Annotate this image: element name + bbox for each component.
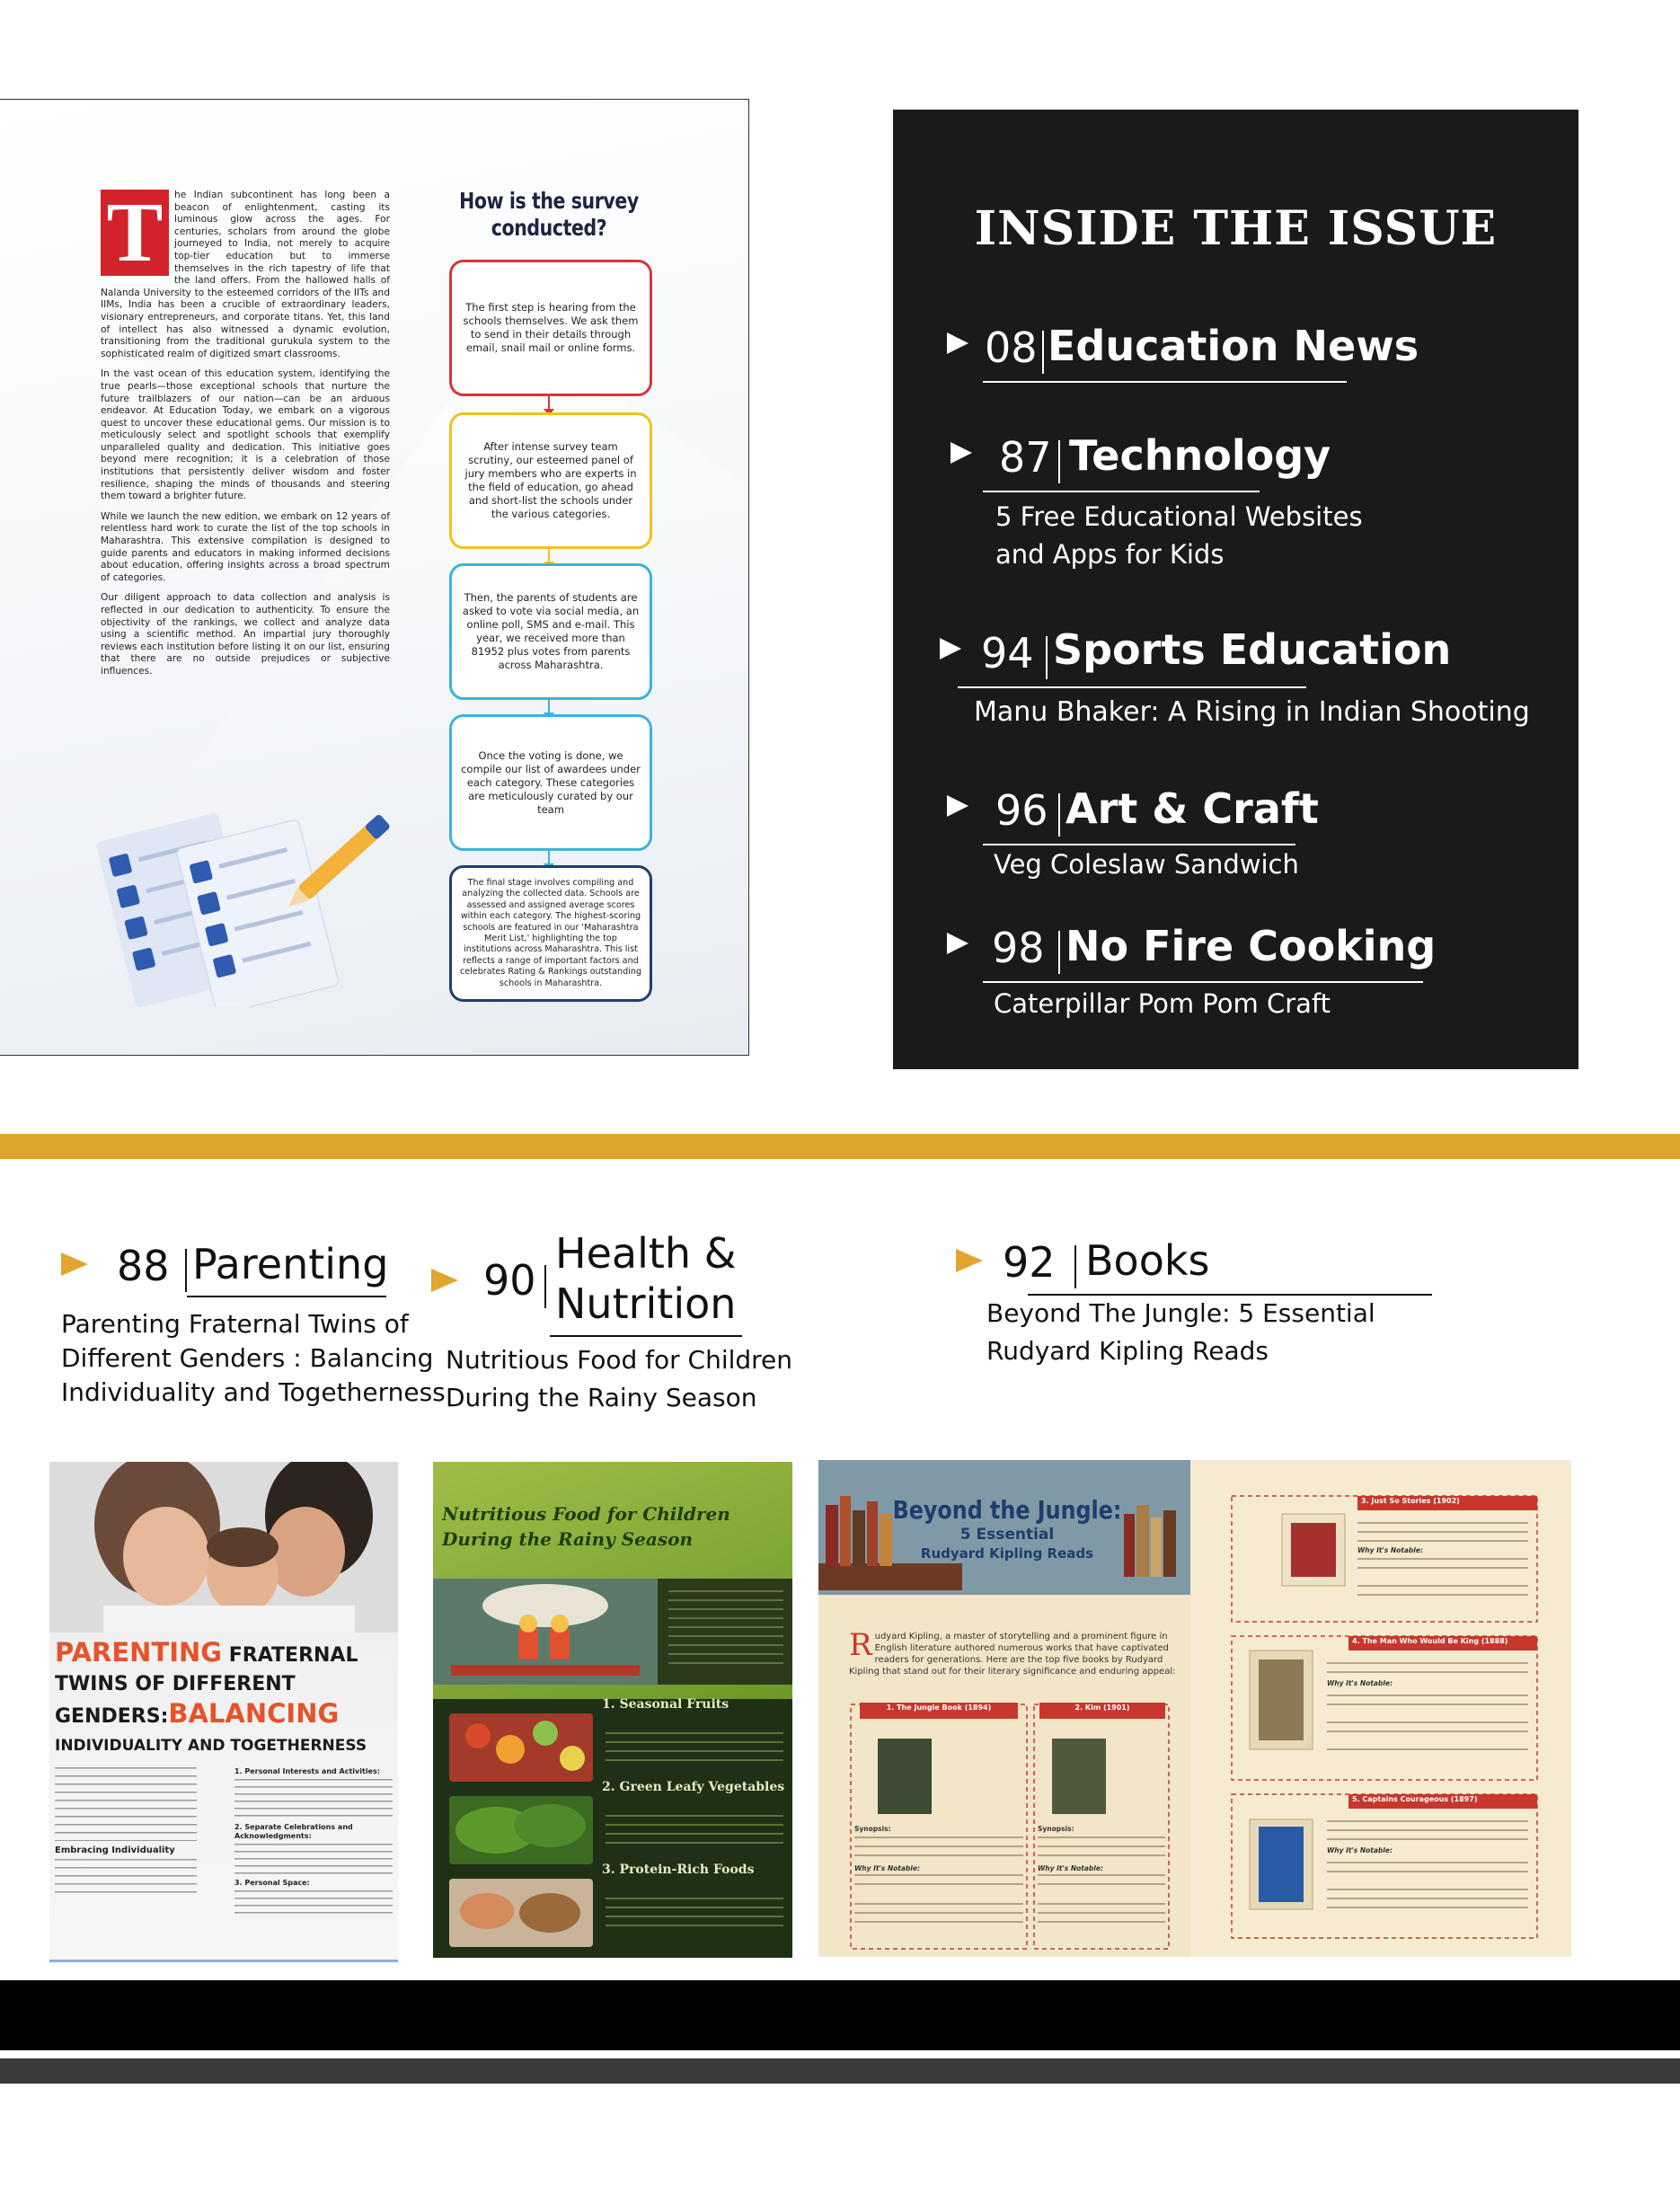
title-part: TWINS OF DIFFERENT	[55, 1673, 296, 1695]
divider	[1058, 440, 1060, 483]
underline	[983, 981, 1423, 983]
book-label-2: 2. Kim (1901)	[1074, 1704, 1130, 1712]
subheading: 3. Personal Space:	[234, 1879, 310, 1887]
play-arrow-icon	[947, 795, 968, 817]
divider	[1046, 636, 1048, 679]
footer-black-bar	[0, 1980, 1680, 2050]
drop-cap: R	[849, 1627, 872, 1663]
underline	[187, 1296, 386, 1297]
notable-label: Why It's Notable:	[1327, 1679, 1393, 1687]
divider	[544, 1265, 546, 1308]
section-title: Education News	[1048, 322, 1419, 370]
parenting-article-thumbnail[interactable]	[49, 1462, 398, 1962]
underline	[550, 1335, 742, 1337]
divider	[185, 1249, 187, 1292]
drop-cap: T	[101, 190, 169, 276]
family-photo	[49, 1462, 398, 1633]
title-line: Beyond the Jungle:	[892, 1495, 1122, 1525]
synopsis-label: Synopsis:	[1038, 1825, 1074, 1833]
play-arrow-icon	[951, 442, 972, 464]
health-thumb-layout	[433, 1579, 792, 1958]
article-subtitle: Nutritious Food for Children	[446, 1345, 793, 1375]
footer-grey-bar	[0, 2058, 1680, 2084]
subheading: 1. Personal Interests and Activities:	[234, 1767, 380, 1775]
section-title-line-1: Health &	[555, 1229, 737, 1278]
section-title: No Fire Cooking	[1065, 922, 1437, 970]
underline	[958, 686, 1306, 688]
title-part: GENDERS:	[55, 1705, 169, 1728]
play-arrow-icon	[947, 933, 968, 954]
title-line: 5 Essential	[959, 1526, 1055, 1544]
health-thumb-title: Nutritious Food for Children During the Rainy Season	[442, 1503, 730, 1550]
divider	[1074, 1245, 1076, 1288]
article-subtitle: Rudyard Kipling Reads	[986, 1336, 1269, 1366]
article-subtitle: Different Genders : Balancing	[61, 1343, 434, 1373]
survey-step-4	[449, 714, 652, 851]
paragraph-1: he Indian subcontinent has long been a beacon of enlightenment, casting its luminous glow across the ages. For centuries, scholars from around the globe journeyed to India, not merely to acquire top-tier education but to immerse themselves in the rich tapestry of life that the land offers. From the hallowed halls of Nalanda University to the esteemed corridors of the IITs and IIMs, India has been a crucible of extraordinary leaders, visionary entrepreneurs, and corporate titans. Yet, this land of intellect has also witnessed a dynamic evolution, transitioning from the traditional gurukula system to the sophisticated realm of digitized smart classrooms.	[101, 190, 390, 359]
survey-step-3-text: Then, the parents of students are asked to vote via social media, an online poll, SMS and e-mail. This year, we received more than 81952 plus votes from parents across Maharashtra.	[462, 591, 640, 671]
section-title: Technology	[1069, 431, 1331, 480]
contents-entry-books[interactable]	[956, 1238, 1459, 1382]
subheading: Embracing Individuality	[55, 1845, 175, 1855]
subheading: 2. Separate Celebrations and Acknowledgments:	[234, 1823, 353, 1840]
contents-entry-parenting[interactable]	[61, 1240, 446, 1420]
survey-step-1	[449, 260, 652, 396]
page-number: 92	[1003, 1238, 1056, 1287]
gold-divider-band	[0, 1134, 1680, 1159]
divider	[1058, 793, 1060, 836]
article-subtitle: Veg Coleslaw Sandwich	[994, 849, 1299, 880]
survey-step-2	[449, 412, 652, 549]
play-arrow-icon	[947, 332, 968, 354]
notable-label: Why It's Notable:	[1357, 1546, 1423, 1554]
page-number: 87	[999, 433, 1052, 482]
article-subtitle: and Apps for Kids	[995, 539, 1225, 570]
page-number: 94	[981, 629, 1034, 677]
article-intro	[101, 186, 390, 686]
page-number: 08	[985, 323, 1038, 372]
divider	[1058, 931, 1060, 974]
parenting-thumb-body-left	[55, 1767, 197, 1895]
title-part: PARENTING	[55, 1637, 223, 1668]
survey-step-5-text: The final stage involves compiling and analyzing the collected data. Schools are assessed and assigned average scores within each category. The highest-scoring schools are featured in our 'Maharashtra Merit List,' highlighting the top institutions across Maharashtra. This list reflects a range of important factors and celebrates Rating & Rankings outstanding schools in Maharashtra.	[459, 877, 642, 988]
section-title: Art & Craft	[1065, 784, 1319, 833]
health-heading-3: 3. Protein-Rich Foods	[602, 1863, 755, 1877]
text-lines	[234, 1779, 393, 1820]
play-arrow-icon	[61, 1252, 88, 1276]
article-subtitle: During the Rainy Season	[446, 1383, 757, 1412]
health-heading-2: 2. Green Leafy Vegetables	[602, 1780, 785, 1794]
page-number: 88	[117, 1242, 170, 1290]
text-lines	[55, 1767, 197, 1841]
page-number: 96	[995, 786, 1048, 835]
text-lines	[234, 1890, 393, 1917]
article-subtitle: Parenting Fraternal Twins of	[61, 1309, 409, 1339]
books-thumb-title	[872, 1496, 1142, 1562]
section-title-line-2: Nutrition	[555, 1279, 737, 1328]
books-intro-text: udyard Kipling, a master of storytelling and a prominent figure in English literature authored numerous works that have captivated readers for generations. Here are the top five books by Rudyard Kipling that stand out for their literary significance and enduring appeal:	[849, 1632, 1176, 1677]
survey-step-3	[449, 563, 652, 700]
notable-label: Why It's Notable:	[1327, 1846, 1393, 1854]
books-article-thumbnail[interactable]	[818, 1460, 1571, 1957]
article-subtitle: Beyond The Jungle: 5 Essential	[986, 1298, 1375, 1328]
survey-title	[453, 188, 646, 242]
play-arrow-icon	[956, 1249, 983, 1272]
section-title: Books	[1085, 1236, 1210, 1285]
play-arrow-icon	[940, 638, 961, 659]
section-title: Parenting	[192, 1240, 389, 1288]
page-number: 90	[483, 1256, 536, 1305]
survey-title-line-1: How is the survey	[459, 188, 639, 214]
play-arrow-icon	[431, 1269, 458, 1292]
synopsis-label: Synopsis:	[854, 1825, 891, 1833]
title-part: BALANCING	[168, 1698, 340, 1729]
paragraph-3: While we launch the new edition, we embark on 12 years of relentless hard work to curate the list of the top schools in Maharashtra. This extensive compilation is designed to guide parents and educators in making informed decisions about education, offering insights across a broad spectrum of categories.	[101, 510, 390, 583]
text-lines	[55, 1859, 197, 1895]
checklist-illustration	[94, 792, 391, 1007]
underline	[983, 381, 1347, 383]
survey-step-4-text: Once the voting is done, we compile our list of awardees under each category. These categories are meticulously curated by our team	[461, 748, 641, 816]
book-label-5: 5. Captains Courageous (1897)	[1352, 1795, 1478, 1803]
title-line: Rudyard Kipling Reads	[920, 1545, 1094, 1562]
paragraph-2: In the vast ocean of this education system, identifying the true pearls—those exceptional schools that nurture the future trailblazers of our nation—can be an arduous endeavor. At Education Today, we embark on a vigorous quest to uncover these educational gems. Our mission is to meticulously select and spotlight schools that exemplify unparalleled quality and dedication. This initiative goes beyond mere recognition; it is a celebration of those institutions that persistently deliver wisdom and foster resilience, shaping the minds of thousands and steering them toward a brighter future.	[101, 368, 390, 502]
section-title: Sports Education	[1053, 625, 1452, 674]
page-number: 98	[992, 924, 1045, 972]
survey-step-2-text: After intense survey team scrutiny, our esteemed panel of jury members who are experts in the field of education, go ahead and short-list the schools under the various categories.	[464, 440, 637, 520]
book-label-3: 3. Just So Stories (1902)	[1361, 1497, 1460, 1505]
notable-label: Why It's Notable:	[854, 1864, 920, 1872]
article-subtitle: Individuality and Togetherness	[61, 1377, 446, 1407]
book-label-4: 4. The Man Who Would Be King (1888)	[1352, 1637, 1508, 1645]
inside-the-issue-panel	[893, 110, 1578, 1069]
inside-title: INSIDE THE ISSUE	[974, 201, 1498, 256]
contents-entry-health-nutrition[interactable]	[431, 1231, 791, 1429]
article-subtitle: Manu Bhaker: A Rising in Indian Shooting	[974, 696, 1530, 728]
survey-step-1-text: The first step is hearing from the schools themselves. We ask them to send in their details through email, snail mail or online forms.	[463, 301, 639, 354]
survey-title-line-2: conducted?	[491, 215, 607, 241]
notable-label: Why It's Notable:	[1038, 1864, 1103, 1872]
books-intro	[849, 1627, 1181, 1677]
parenting-thumb-title	[55, 1638, 396, 1760]
parenting-thumb-body-right	[234, 1767, 393, 1920]
title-part: INDIVIDUALITY AND TOGETHERNESS	[55, 1737, 367, 1755]
article-subtitle: Caterpillar Pom Pom Craft	[994, 988, 1331, 1019]
survey-step-5	[449, 865, 652, 1002]
health-article-thumbnail[interactable]	[433, 1462, 792, 1958]
article-subtitle: 5 Free Educational Websites	[995, 501, 1363, 532]
text-lines	[234, 1844, 393, 1876]
underline	[983, 491, 1260, 492]
divider	[1042, 331, 1044, 374]
paragraph-4: Our diligent approach to data collection and analysis is reflected in our dedication to authenticity. To ensure the objectivity of the rankings, we collect and analyze data using a scientific method. An impartial jury thoroughly reviews each institution before listing it on our list, ensuring that there are no outside prejudices or subjective influences.	[101, 592, 390, 677]
book-label-1: 1. The Jungle Book (1894)	[886, 1704, 992, 1712]
title-part: FRATERNAL	[222, 1644, 358, 1667]
article-page	[0, 99, 749, 1056]
health-heading-1: 1. Seasonal Fruits	[602, 1697, 729, 1712]
step-arrow	[548, 396, 550, 412]
